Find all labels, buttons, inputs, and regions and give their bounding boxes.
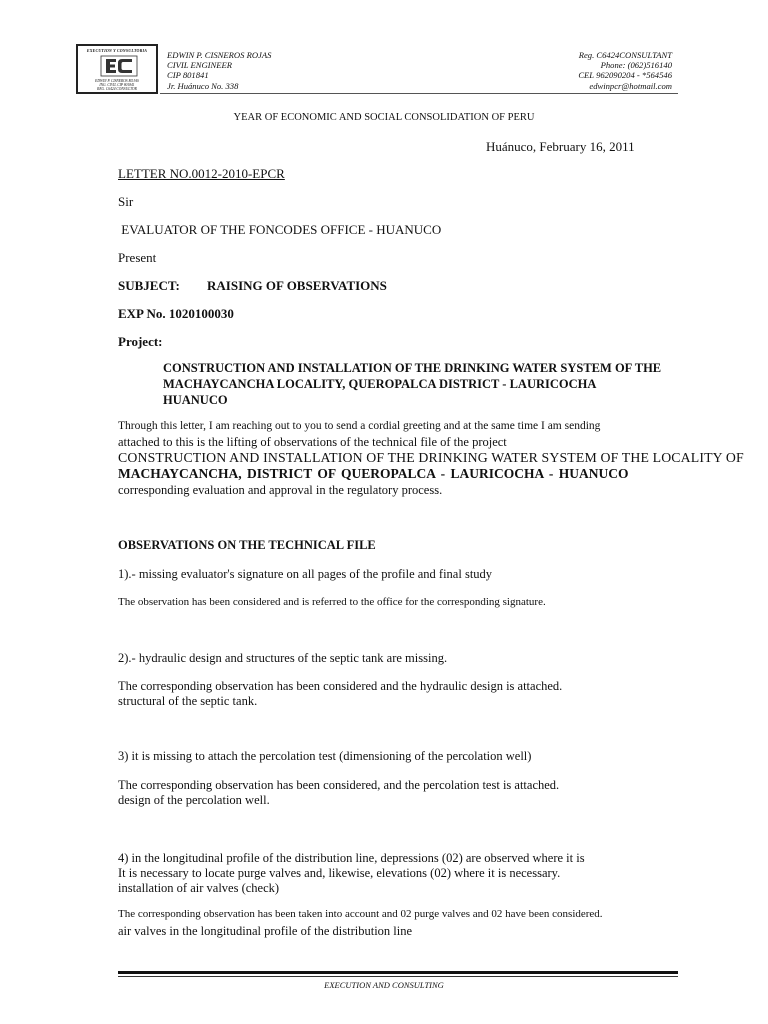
footer-rule-thick [118,971,678,974]
observation-2-answer: The corresponding observation has been considered and the hydraulic design is attached. structural of the septic tank. [118,679,563,708]
present-line: Present [118,250,157,265]
footer-text: EXECUTION AND CONSULTING [324,980,444,990]
header-left-contact [167,50,271,91]
header-right-contact [578,50,672,91]
cell-phone: CEL 962090204 - *564546 [578,70,672,81]
observations-heading: OBSERVATIONS ON THE TECHNICAL FILE [118,538,376,552]
year-tagline: YEAR OF ECONOMIC AND SOCIAL CONSOLIDATION OF PERU [233,112,535,123]
salutation: Sir [118,194,134,209]
observation-3-answer: The corresponding observation has been considered, and the percolation test is attached. design of the percolation well. [118,778,560,807]
observation-2-question: 2).- hydraulic design and structures of the septic tank are missing. [118,651,448,665]
expedient-number: EXP No. 1020100030 [118,306,234,321]
observation-4-answer-line-2: air valves in the longitudinal profile of the distribution line [118,924,413,938]
engineer-address: Jr. Huánuco No. 338 [167,80,239,91]
email: edwinpcr@hotmail.com [589,80,672,91]
company-logo [76,44,158,94]
logo-small-text: EDWIN P. CISNEROS ROJAS ING. CIVIL CIP 801841 REG. C6424 CONSULTOR [95,79,139,91]
project-label: Project: [118,334,163,349]
observation-1-answer: The observation has been considered and is referred to the office for the corresponding signature. [118,596,546,608]
engineer-cip: CIP 801841 [167,70,209,81]
registration: Reg. C6424CONSULTANT [578,50,672,60]
header-divider [160,93,678,94]
observation-1-question: 1).- missing evaluator's signature on all pages of the profile and final study [118,567,493,581]
engineer-name: EDWIN P. CISNEROS ROJAS [167,50,272,60]
observation-4-answer-line-1: The corresponding observation has been taken into account and 02 purge valves and 02 have been considered. [118,908,603,920]
project-title: CONSTRUCTION AND INSTALLATION OF THE DRINKING WATER SYSTEM OF THE MACHAYCANCHA LOCALITY, QUEROPALCA DISTRICT - LAURICOCHA HUANUCO [163,361,662,407]
intro-line-2: attached to this is the lifting of observations of the technical file of the project [118,435,507,449]
logo-ec-mark [100,55,138,77]
engineer-title: CIVIL ENGINEER [167,60,233,71]
observation-3-question: 3) it is missing to attach the percolation test (dimensioning of the percolation well) [118,749,532,763]
letter-date: Huánuco, February 16, 2011 [486,139,635,154]
intro-line-1: Through this letter, I am reaching out to you to send a cordial greeting and at the same time I am sending [118,420,601,432]
subject-text: RAISING OF OBSERVATIONS [207,278,387,293]
letter-number: LETTER NO.0012-2010-EPCR [118,166,285,181]
observation-4-question: 4) in the longitudinal profile of the distribution line, depressions (02) are observed where it is It is necessary to locate purge valves and, likewise, elevations (02) where it is necessary. installation of air valves (check) [118,851,585,895]
subject-label: SUBJECT: [118,278,180,293]
phone: Phone: (062)516140 [600,60,672,71]
intro-line-4: MACHAYCANCHA, DISTRICT OF QUEROPALCA - LAURICOCHA - HUANUCO [118,466,629,481]
logo-top-text: EXECUTION Y CONSULTORIA [86,48,148,53]
intro-line-3: CONSTRUCTION AND INSTALLATION OF THE DRINKING WATER SYSTEM OF THE LOCALITY OF [118,450,744,465]
addressee: EVALUATOR OF THE FONCODES OFFICE - HUANUCO [118,222,442,237]
footer-rule-thin [118,976,678,977]
intro-line-5: corresponding evaluation and approval in the regulatory process. [118,483,443,497]
